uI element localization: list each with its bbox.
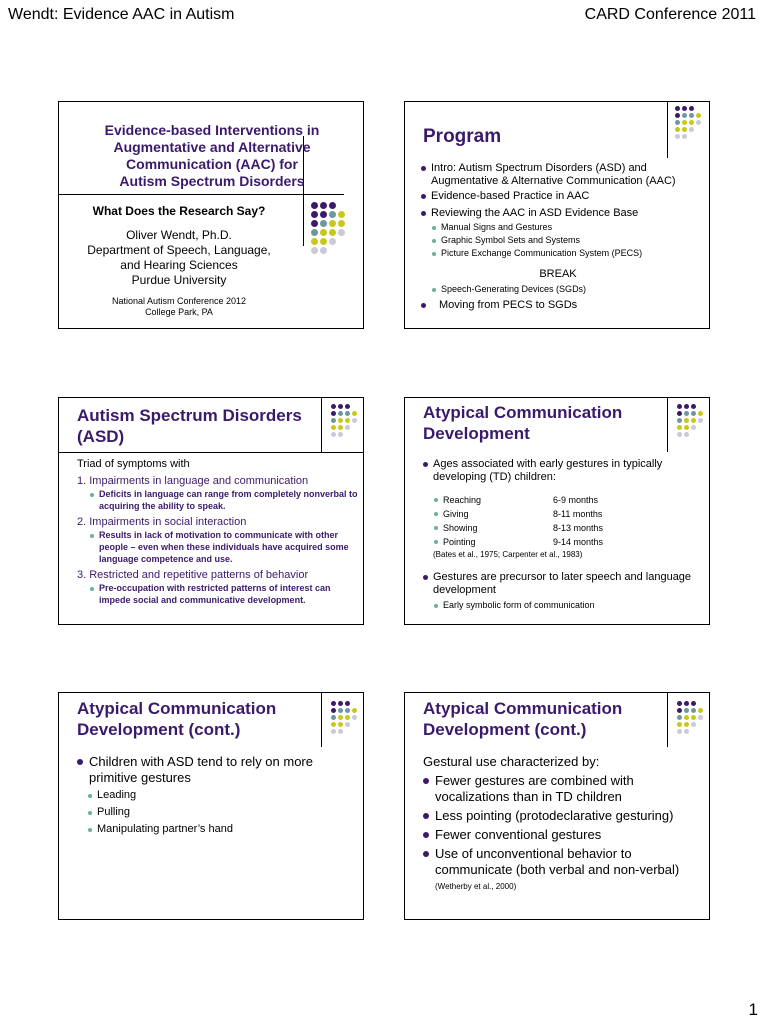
list-item: Manipulating partner’s hand [75, 821, 359, 838]
list-item: Manual Signs and Gestures [419, 221, 705, 234]
slide-4-list-2 [421, 571, 705, 612]
slide-4-title: Atypical Communication Development [423, 403, 623, 443]
slide-1-author: Oliver Wendt, Ph.D. Department of Speech, Language, and Hearing Sciences Purdue University [87, 228, 271, 287]
decorative-dots [331, 701, 357, 734]
slide-5 [58, 692, 364, 920]
decorative-dots [311, 202, 345, 254]
list-item: Ages associated with early gestures in typically developing (TD) children: [421, 458, 705, 484]
slide-4-citation: (Bates et al., 1975; Carpenter et al., 1983) [433, 550, 583, 559]
page-header-left: Wendt: Evidence AAC in Autism [8, 6, 235, 23]
list-item: Less pointing (protodeclarative gesturing) [421, 808, 705, 824]
slide-2-list [419, 162, 705, 260]
slide-2 [404, 101, 710, 329]
list-item: Fewer conventional gestures [421, 827, 705, 843]
list-item: Picture Exchange Communication System (PECS) [419, 247, 705, 260]
page-header-right: CARD Conference 2011 [584, 6, 756, 23]
list-item: Fewer gestures are combined with vocalizations than in TD children [421, 773, 705, 805]
list-item: Children with ASD tend to rely on more primitive gestures [75, 754, 359, 786]
list-item: Pulling [75, 804, 359, 821]
point-detail: Deficits in language can range from completely nonverbal to acquiring the ability to speak. [77, 488, 361, 512]
slide-1-title: Evidence-based Interventions in Augmentative and Alternative Communication (AAC) for Autism Spectrum Disorders [104, 122, 320, 189]
point-detail: Pre-occupation with restricted patterns of interest can impede social and communicative development. [77, 582, 361, 606]
slide-3 [58, 397, 364, 625]
list-item: Reviewing the AAC in ASD Evidence Base [419, 207, 705, 220]
slide-3-points [77, 474, 361, 606]
slide-6-intro: Gestural use characterized by: [423, 754, 600, 769]
list-item: Graphic Symbol Sets and Systems [419, 234, 705, 247]
page-number: 1 [748, 1000, 758, 1019]
list-item: Speech-Generating Devices (SGDs) [419, 283, 705, 296]
slide-2-list-after-break [419, 283, 705, 312]
slide-2-break: BREAK [539, 268, 577, 280]
slide-6-title: Atypical Communication Development (cont.) [423, 699, 623, 739]
point-detail: Results in lack of motivation to communicate with other people – even when these individuals have acquired some language competence and use. [77, 529, 361, 565]
slide-6-citation: (Wetherby et al., 2000) [435, 882, 517, 891]
slide-4 [404, 397, 710, 625]
slide-1-conference: National Autism Conference 2012 College Park, PA [111, 296, 247, 317]
slide-1 [58, 101, 364, 329]
slide-6-list [421, 773, 705, 878]
point-label: 3. Restricted and repetitive patterns of behavior [77, 569, 309, 581]
list-item: Evidence-based Practice in AAC [419, 190, 705, 203]
list-item: Leading [75, 787, 359, 804]
decorative-dots [331, 404, 357, 437]
table-row: Pointing 9-14 months [421, 535, 705, 549]
list-item: Gestures are precursor to later speech and language development [421, 571, 705, 597]
slide-2-title: Program [423, 126, 502, 147]
table-row: Giving 8-11 months [421, 507, 705, 521]
decorative-dots [677, 701, 703, 734]
list-item: Use of unconventional behavior to communicate (both verbal and non-verbal) [421, 846, 705, 878]
decorative-dots [677, 404, 703, 437]
slide-4-list [421, 458, 705, 489]
list-item: Early symbolic form of communication [421, 599, 705, 612]
decorative-dots [675, 106, 701, 139]
list-item: Intro: Autism Spectrum Disorders (ASD) and Augmentative & Alternative Communication (AAC) [419, 162, 705, 188]
list-item: Moving from PECS to SGDs [419, 299, 705, 312]
slide-6 [404, 692, 710, 920]
point-label: 1. Impairments in language and communication [77, 475, 309, 487]
gesture-table [421, 493, 705, 549]
slide-1-subtitle: What Does the Research Say? [92, 204, 266, 218]
point-label: 2. Impairments in social interaction [77, 516, 247, 528]
table-row: Showing 8-13 months [421, 521, 705, 535]
table-row: Reaching 6-9 months [421, 493, 705, 507]
slide-5-list [75, 754, 359, 838]
slide-3-title: Autism Spectrum Disorders (ASD) [77, 406, 302, 446]
slide-3-intro: Triad of symptoms with [77, 458, 190, 470]
slide-5-title: Atypical Communication Development (cont.) [77, 699, 277, 739]
